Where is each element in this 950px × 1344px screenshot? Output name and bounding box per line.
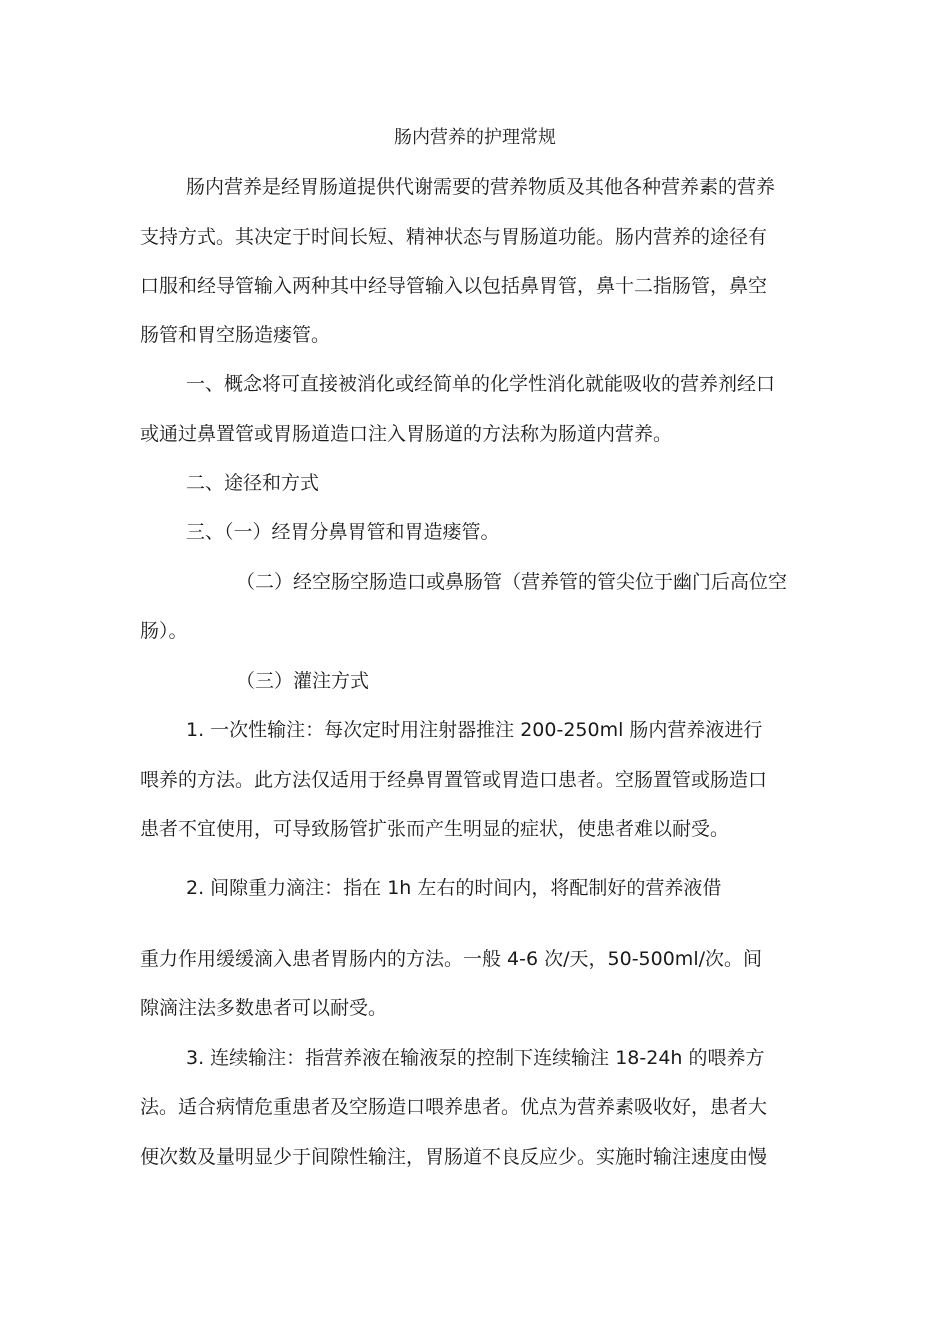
- document-title: 肠内营养的护理常规: [394, 127, 556, 148]
- paragraph-line: 口服和经导管输入两种其中经导管输入以包括鼻胃管，鼻十二指肠管，鼻空: [140, 275, 768, 297]
- paragraph-line: 法。适合病情危重患者及空肠造口喂养患者。优点为营养素吸收好，患者大: [140, 1096, 768, 1118]
- paragraph-line: 重力作用缓缓滴入患者胃肠内的方法。一般 4-6 次/天，50-500ml/次。间: [140, 948, 763, 970]
- paragraph-line: 1. 一次性输注：每次定时用注射器推注 200-250ml 肠内营养液进行: [186, 719, 763, 741]
- paragraph-line: 肠管和胃空肠造瘘管。: [140, 324, 331, 346]
- paragraph-line: 支持方式。其决定于时间长短、精神状态与胃肠道功能。肠内营养的途径有: [140, 226, 768, 248]
- section-heading: 三、（一）经胃分鼻胃管和胃造瘘管。: [186, 521, 500, 543]
- paragraph-line: （二）经空肠空肠造口或鼻肠管（营养管的管尖位于幽门后高位空: [236, 571, 788, 593]
- paragraph-line: 2. 间隙重力滴注：指在 1h 左右的时间内，将配制好的营养液借: [186, 877, 722, 899]
- paragraph-line: 便次数及量明显少于间隙性输注，胃肠道不良反应少。实施时输注速度由慢: [140, 1146, 768, 1168]
- paragraph-line: 肠内营养是经胃肠道提供代谢需要的营养物质及其他各种营养素的营养: [186, 176, 776, 198]
- paragraph-line: 或通过鼻置管或胃肠道造口注入胃肠道的方法称为肠道内营养。: [140, 423, 673, 445]
- paragraph-line: 3. 连续输注：指营养液在输液泵的控制下连续输注 18-24h 的喂养方: [186, 1047, 765, 1069]
- section-heading: 二、途径和方式: [186, 472, 320, 494]
- paragraph-line: 隙滴注法多数患者可以耐受。: [140, 997, 388, 1019]
- paragraph-line: 肠）。: [140, 620, 188, 642]
- paragraph-line: 喂养的方法。此方法仅适用于经鼻胃置管或胃造口患者。空肠置管或肠造口: [140, 769, 768, 791]
- paragraph-line: 患者不宜使用，可导致肠管扩张而产生明显的症状，使患者难以耐受。: [140, 818, 730, 840]
- section-heading: （三）灌注方式: [236, 670, 370, 692]
- paragraph-line: 一、概念将可直接被消化或经简单的化学性消化就能吸收的营养剂经口: [186, 373, 776, 395]
